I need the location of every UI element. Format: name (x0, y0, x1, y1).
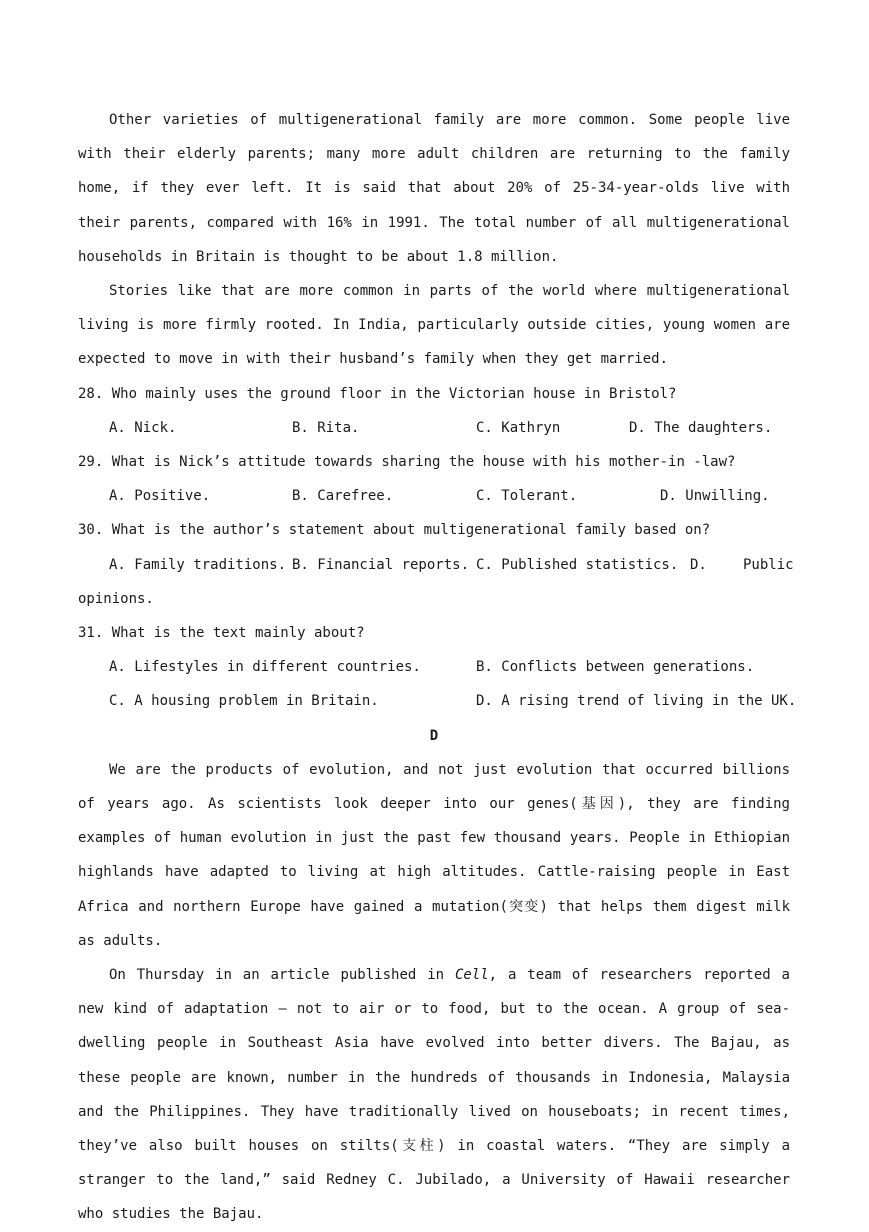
question-29-option-d: D. Unwilling. (660, 488, 770, 505)
question-28-option-a: A. Nick. (109, 419, 177, 436)
question-30-option-a: A. Family traditions. (109, 556, 287, 573)
question-28-option-b: B. Rita. (292, 419, 360, 436)
paragraph-bajau (78, 958, 790, 1232)
question-30-stem: 30. What is the author’s statement about multigenerational family based on? (78, 522, 711, 539)
paragraph-evolution: We are the products of evolution, and not just evolution that occurred billions of years ago. As scientists look deeper into our genes(基因), they are finding examples of human evolution in just the past few thousand years. People in Ethiopian highlands have adapted to living at high altitudes. Cattle-raising people in East Africa and northern Europe have gained a mutation(突变) that helps them digest milk as adults. (78, 761, 790, 949)
section-heading: D (429, 727, 439, 744)
question-28-option-c: C. Kathryn (476, 419, 561, 436)
question-31-options-row2 (78, 684, 797, 718)
question-30-option-d-text-continued: opinions. (78, 590, 154, 607)
question-30-option-d-letter: D. (690, 556, 707, 573)
question-28-stem: 28. Who mainly uses the ground floor in the Victorian house in Bristol? (78, 385, 677, 402)
question-30-option-d-text: Public (743, 556, 794, 573)
question-28-options (78, 411, 790, 445)
question-31-options-row1 (78, 650, 790, 684)
question-30-option-b: B. Financial reports. (292, 556, 470, 573)
question-29-option-b: B. Carefree. (292, 488, 394, 505)
journal-title: Cell (454, 966, 489, 983)
question-31-option-b: B. Conflicts between generations. (476, 659, 755, 676)
document-page (78, 103, 797, 1232)
question-31-option-a: A. Lifestyles in different countries. (109, 659, 421, 676)
question-29-option-c: C. Tolerant. (476, 488, 578, 505)
question-29-stem: 29. What is Nick’s attitude towards sharing the house with his mother-in -law? (78, 454, 736, 471)
paragraph-bajau-intro: On Thursday in an article published in (109, 966, 455, 983)
paragraph-multigenerational-varieties: Other varieties of multigenerational family are more common. Some people live with their elderly parents; many more adult children are returning to the family home, if they ever left. It is said that about 20% of 25-34-year-olds live with their parents, compared with 16% in 1991. The total number of all multigenerational households in Britain is thought to be about 1.8 million. (78, 112, 790, 265)
question-30-option-c: C. Published statistics. (476, 556, 679, 573)
paragraph-stories-india: Stories like that are more common in parts of the world where multigenerational living is more firmly rooted. In India, particularly outside cities, young women are expected to move in with their husband’s family when they get married. (78, 283, 790, 368)
question-28-option-d: D. The daughters. (629, 419, 773, 436)
question-31-stem: 31. What is the text mainly about? (78, 624, 365, 641)
paragraph-bajau-body: , a team of researchers reported a new kind of adaptation — not to air or to food, but to the ocean. A group of sea-dwelling people in Southeast Asia have evolved into better divers. The Bajau, as these people are known, number in the hundreds of thousands in Indonesia, Malaysia and the Philippines. They have traditionally lived on houseboats; in recent times, they’ve also built houses on stilts(支柱) in coastal waters. “They are simply a stranger to the land,” said Redney C. Jubilado, a University of Hawaii researcher who studies the Bajau. (78, 966, 790, 1223)
question-30-options (78, 548, 794, 616)
question-29-option-a: A. Positive. (109, 488, 211, 505)
question-31-option-c: C. A housing problem in Britain. (109, 693, 379, 710)
question-31-option-d: D. A rising trend of living in the UK. (476, 693, 797, 710)
question-29-options (78, 479, 790, 513)
